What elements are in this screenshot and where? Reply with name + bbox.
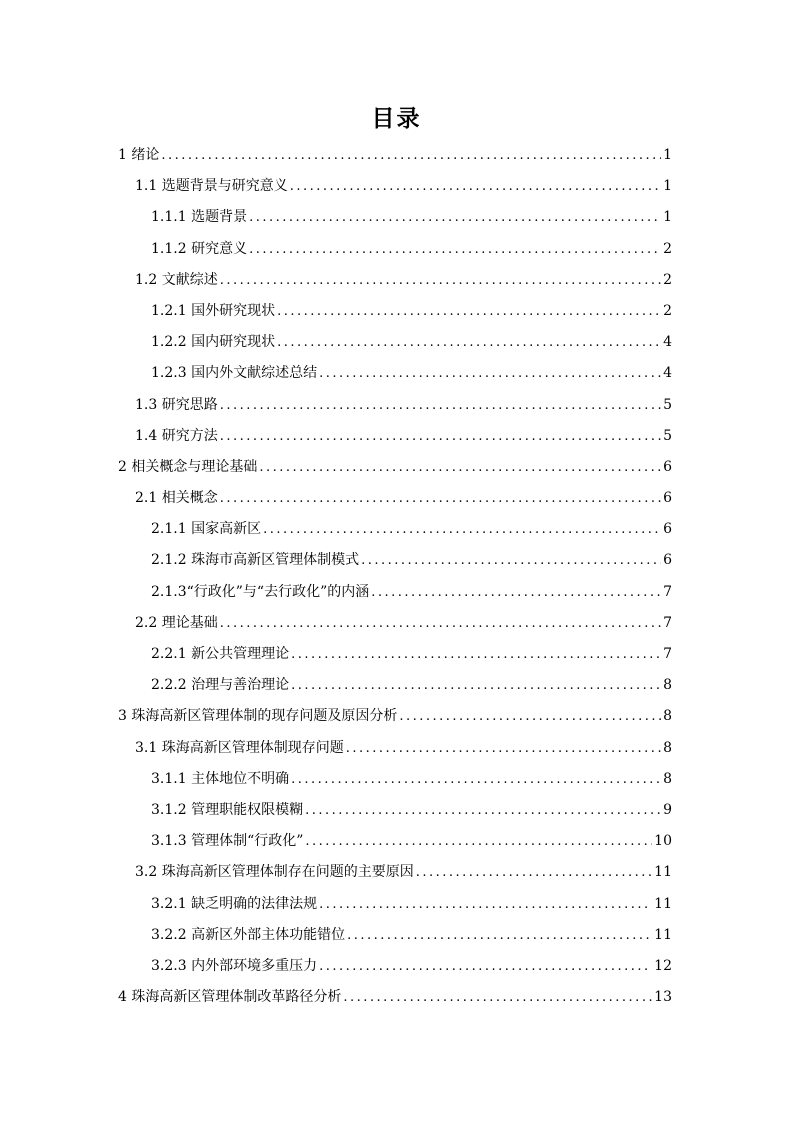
toc-entry[interactable] <box>118 764 672 795</box>
toc-entry[interactable] <box>118 545 672 576</box>
toc-entry-label: 1.1.1 选题背景 <box>151 209 248 226</box>
toc-entry-page-number: 7 <box>663 646 672 662</box>
toc-entry-label: 1.1.2 研究意义 <box>151 240 248 257</box>
toc-entry-page-number: 8 <box>663 708 672 725</box>
toc-entry-page-number: 13 <box>654 989 672 1006</box>
toc-dot-leader <box>249 234 661 265</box>
toc-entry-label: 2.1.2 珠海市高新区管理体制模式 <box>151 552 360 569</box>
toc-entry-page-number: 8 <box>663 770 672 787</box>
toc-dot-leader <box>319 358 661 389</box>
toc-entry-page-number: 5 <box>663 427 672 444</box>
toc-dot-leader <box>361 545 661 576</box>
toc-entry-page-number: 1 <box>663 147 672 163</box>
toc-entry-label: 3.2.3 内外部环境多重压力 <box>151 957 318 974</box>
toc-dot-leader <box>161 140 661 171</box>
toc-dot-leader <box>249 202 661 233</box>
toc-entry-label: 1.2.2 国内研究现状 <box>151 334 276 351</box>
toc-entry-page-number: 2 <box>663 240 672 257</box>
toc-entry[interactable] <box>118 701 672 732</box>
toc-entry-label: 3.1 珠海高新区管理体制现存问题 <box>135 739 344 756</box>
toc-entry[interactable] <box>118 857 672 888</box>
toc-entry-label: 1.3 研究思路 <box>135 396 218 413</box>
toc-entry-page-number: 2 <box>663 302 672 319</box>
toc-entry-label: 2.2.2 治理与善治理论 <box>151 677 290 694</box>
toc-dot-leader <box>220 390 661 421</box>
toc-dot-leader <box>277 296 661 327</box>
toc-entry[interactable] <box>118 514 672 545</box>
toc-entry[interactable] <box>118 202 672 233</box>
toc-entry[interactable] <box>118 577 672 608</box>
toc-entry[interactable] <box>118 296 672 327</box>
toc-entry[interactable] <box>118 608 672 639</box>
toc-dot-leader <box>371 577 661 608</box>
toc-entry[interactable] <box>118 920 672 951</box>
toc-dot-leader <box>277 327 661 358</box>
toc-entry-page-number: 8 <box>663 739 672 756</box>
toc-entry-page-number: 6 <box>663 521 672 538</box>
toc-dot-leader <box>259 452 661 483</box>
toc-dot-leader <box>220 265 661 296</box>
toc-dot-leader <box>220 483 661 514</box>
toc-dot-leader <box>319 889 652 920</box>
toc-entry-label: 2.1.3“行政化”与“去行政化”的内涵 <box>151 583 370 600</box>
toc-entry[interactable] <box>118 234 672 265</box>
toc-entry[interactable] <box>118 327 672 358</box>
toc-dot-leader <box>291 764 661 795</box>
toc-dot-leader <box>416 857 652 888</box>
toc-dot-leader <box>305 826 652 857</box>
toc-entry-page-number: 5 <box>663 396 672 413</box>
toc-entry-label: 3 珠海高新区管理体制的现存问题及原因分析 <box>118 708 398 725</box>
toc-entry[interactable] <box>118 390 672 421</box>
toc-entry-label: 2.1 相关概念 <box>135 490 218 507</box>
toc-entry-label: 3.2.2 高新区外部主体功能错位 <box>151 926 346 943</box>
toc-dot-leader <box>319 951 652 982</box>
toc-entry-page-number: 10 <box>654 833 672 850</box>
toc-dot-leader <box>305 795 661 826</box>
toc-entry[interactable] <box>118 889 672 920</box>
toc-entry-label: 1.1 选题背景与研究意义 <box>135 178 288 195</box>
toc-entry[interactable] <box>118 140 672 171</box>
toc-entry-label: 1 绪论 <box>118 147 160 163</box>
toc-entry-label: 2.2 理论基础 <box>135 614 218 631</box>
toc-entry-label: 2.1.1 国家高新区 <box>151 521 262 538</box>
toc-dot-leader <box>263 514 661 545</box>
toc-entry-page-number: 6 <box>663 458 672 475</box>
toc-entry-page-number: 11 <box>654 895 672 912</box>
toc-entry-page-number: 8 <box>663 677 672 694</box>
toc-dot-leader <box>220 421 661 452</box>
toc-entry[interactable] <box>118 171 672 202</box>
toc-entry[interactable] <box>118 358 672 389</box>
toc-dot-leader <box>291 670 661 701</box>
toc-entry-page-number: 11 <box>654 864 672 881</box>
toc-entry[interactable] <box>118 795 672 826</box>
toc-dot-leader <box>399 701 661 732</box>
toc-entry-page-number: 11 <box>654 926 672 943</box>
toc-entry-label: 3.2.1 缺乏明确的法律法规 <box>151 895 318 912</box>
toc-entry[interactable] <box>118 733 672 764</box>
toc-entry-label: 4 珠海高新区管理体制改革路径分析 <box>118 989 342 1006</box>
page-title: 目录 <box>371 106 422 132</box>
toc-dot-leader <box>291 639 661 670</box>
toc-entry-page-number: 1 <box>663 178 672 195</box>
toc-entry[interactable] <box>118 826 672 857</box>
toc-entry-page-number: 4 <box>663 365 672 382</box>
toc-entry[interactable] <box>118 951 672 982</box>
toc-dot-leader <box>343 982 652 1013</box>
toc-entry-page-number: 7 <box>663 583 672 600</box>
toc-entry[interactable] <box>118 670 672 701</box>
toc-entry-label: 3.1.1 主体地位不明确 <box>151 770 290 787</box>
toc-entry-label: 2 相关概念与理论基础 <box>118 458 258 475</box>
toc-entry-label: 3.1.2 管理职能权限模糊 <box>151 801 304 818</box>
toc-entry-label: 1.2.1 国外研究现状 <box>151 302 276 319</box>
toc-entry-label: 3.1.3 管理体制“行政化” <box>151 833 304 850</box>
table-of-contents <box>118 140 672 1013</box>
toc-entry-page-number: 12 <box>654 957 672 974</box>
toc-entry[interactable] <box>118 639 672 670</box>
toc-entry-label: 1.2.3 国内外文献综述总结 <box>151 365 318 382</box>
toc-entry[interactable] <box>118 982 672 1013</box>
toc-entry[interactable] <box>118 452 672 483</box>
toc-entry-page-number: 6 <box>663 552 672 569</box>
toc-entry-page-number: 2 <box>663 271 672 288</box>
toc-entry-page-number: 4 <box>663 334 672 351</box>
toc-entry-page-number: 7 <box>663 614 672 631</box>
toc-entry-label: 1.2 文献综述 <box>135 271 218 288</box>
toc-dot-leader <box>347 920 652 951</box>
toc-entry[interactable] <box>118 421 672 452</box>
toc-dot-leader <box>220 608 661 639</box>
toc-entry-label: 1.4 研究方法 <box>135 427 218 444</box>
toc-entry-page-number: 9 <box>663 801 672 818</box>
toc-entry-page-number: 1 <box>663 209 672 226</box>
toc-entry-label: 2.2.1 新公共管理理论 <box>151 646 290 662</box>
toc-entry-page-number: 6 <box>663 490 672 507</box>
toc-entry[interactable] <box>118 483 672 514</box>
toc-dot-leader <box>346 733 661 764</box>
toc-entry[interactable] <box>118 265 672 296</box>
toc-dot-leader <box>290 171 661 202</box>
toc-entry-label: 3.2 珠海高新区管理体制存在问题的主要原因 <box>135 864 414 881</box>
